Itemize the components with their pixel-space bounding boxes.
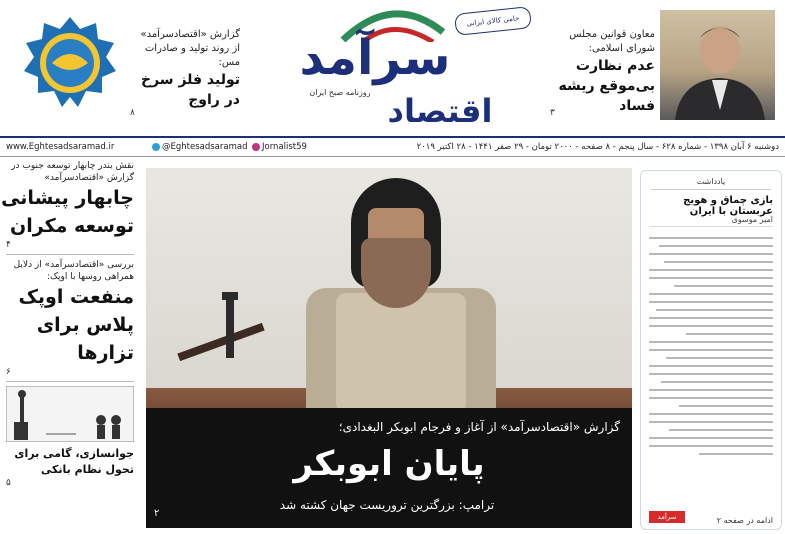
telegram-text: @Eghtesadsaramad (162, 142, 248, 152)
main-story-photo[interactable] (146, 168, 632, 528)
left-teaser-kicker: گزارش «اقتصادسرآمد» از روند تولید و صادرات مس: (140, 29, 240, 68)
continue-link[interactable]: ادامه در صفحه ۲ (716, 516, 773, 525)
body-line (649, 277, 773, 279)
body-line (649, 389, 773, 391)
instagram-icon (252, 143, 260, 151)
body-line (699, 453, 773, 455)
body-line (649, 237, 773, 239)
body-line (649, 413, 773, 415)
left-column (0, 160, 140, 534)
body-line (666, 357, 773, 359)
main-kicker: گزارش «اقتصادسرآمد» از آغاز و فرجام ابوبکر البغدادی؛ (338, 420, 620, 434)
story3-headline[interactable]: جوانسازی، گامی برای تحول نظام بانکی (14, 447, 134, 476)
main-page-number: ۲ (154, 508, 160, 519)
body-line (656, 309, 773, 311)
opinion-kicker: یادداشت (651, 177, 771, 190)
issue-date-line: دوشنبه ۶ آبان ۱۳۹۸ - شماره ۶۲۸ - سال پنجم - ۸ صفحه - ۲۰۰۰ تومان - ۲۹ صفر ۱۴۴۱ - ۲۸ اکتبر ۲۰۱۹ (416, 142, 779, 152)
right-teaser[interactable] (545, 28, 655, 116)
opinion-author: امیر موسوی (649, 215, 773, 227)
story2-page: ۶ (6, 367, 11, 377)
stamp-badge: حامی کالای ایرانی (454, 6, 532, 36)
body-line (649, 293, 773, 295)
body-line (649, 253, 773, 255)
figure-vest (336, 293, 466, 413)
body-line (649, 373, 773, 375)
body-line (649, 325, 773, 327)
cartoon-illustration-icon (6, 386, 134, 442)
body-line (679, 405, 773, 407)
right-teaser-page: ۳ (550, 108, 555, 118)
body-line (649, 445, 773, 447)
tagline: روزنامه صبح ایران (309, 88, 371, 97)
telegram-handle[interactable] (150, 138, 247, 156)
body-line (649, 397, 773, 399)
story1-kicker: نقش بندر چابهار توسعه جنوب در گزارش «اقتصادسرآمد» (11, 161, 134, 183)
right-teaser-kicker: معاون قوانین مجلس شورای اسلامی: (569, 29, 655, 54)
body-line (649, 341, 773, 343)
divider (6, 381, 134, 382)
opinion-column (640, 170, 782, 530)
body-line (649, 349, 773, 351)
body-line (649, 317, 773, 319)
story2-headline[interactable]: منفعت اوپک پلاس برای تزارها (18, 286, 134, 364)
opinion-body (649, 231, 773, 501)
info-bar (0, 136, 785, 157)
left-teaser-page: ۸ (130, 108, 135, 118)
body-line (649, 421, 773, 423)
story1-headline[interactable]: چابهار پیشانی توسعه مکران (1, 187, 134, 237)
body-line (649, 365, 773, 367)
body-line (659, 245, 773, 247)
right-teaser-headline: عدم نظارت بی‌موقع ریشه فساد (558, 58, 655, 114)
newspaper-logo-sub: اقتصاد (387, 92, 493, 130)
divider (6, 254, 134, 255)
newspaper-logo-main: سرآمد (299, 30, 451, 86)
instagram-text: Jornalist59 (262, 142, 307, 152)
story1-page: ۴ (6, 240, 11, 250)
body-line (674, 285, 773, 287)
main-subhead: ترامپ: بزرگترین تروریست جهان کشته شد (279, 498, 495, 512)
masthead (0, 0, 785, 132)
left-teaser-headline: تولید فلز سرخ در راوج (141, 72, 240, 108)
website-link[interactable]: www.Eghtesadsaramad.ir (6, 142, 115, 152)
body-line (649, 301, 773, 303)
left-teaser[interactable] (130, 28, 240, 110)
brand-badge: سرآمد (649, 511, 685, 523)
body-line (649, 269, 773, 271)
anniversary-emblem-icon (22, 15, 118, 111)
body-line (649, 437, 773, 439)
instagram-handle[interactable] (250, 138, 307, 156)
story3-page: ۵ (6, 478, 11, 488)
main-headline[interactable]: پایان ابوبکر (293, 444, 485, 484)
body-line (661, 381, 773, 383)
portrait-photo (660, 10, 775, 120)
telegram-icon (152, 143, 160, 151)
body-line (664, 261, 773, 263)
body-line (669, 429, 773, 431)
figure-beard (361, 238, 431, 308)
body-line (686, 333, 773, 335)
rifle-icon (166, 288, 276, 378)
story2-kicker: بررسی «اقتصادسرآمد» از دلایل همراهی روسها با اوپک: (13, 260, 134, 282)
opinion-title[interactable]: بازی چماق و هویج عربستان با ایران (683, 195, 773, 217)
